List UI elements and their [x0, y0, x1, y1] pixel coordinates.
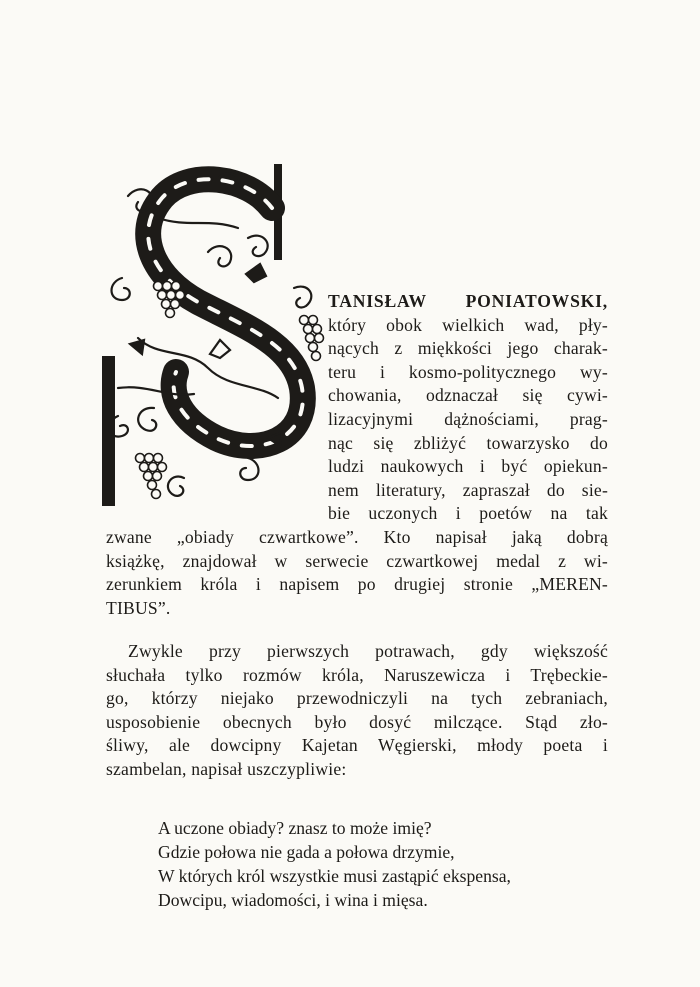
second-paragraph — [106, 640, 608, 782]
text-line: bie uczonych i poetów na tak — [328, 503, 608, 524]
text-line: książkę, znajdował w serwecie czwartkowej medal z wi- — [106, 550, 608, 571]
text-line: go, którzy niejako przewodniczyli na tych zebraniach, — [106, 688, 608, 709]
text-line: zerunkiem króla i napisem po drugiej stronie „MEREN- — [106, 574, 608, 595]
text-line: Zwykle przy pierwszych potrawach, gdy większość — [128, 641, 608, 661]
text-line: TIBUS”. — [106, 597, 171, 618]
text-line: nem literatury, zapraszał do sie- — [328, 479, 608, 500]
poem-quote — [158, 816, 598, 912]
text-line: nących z miękkości jego charak- — [328, 338, 608, 359]
poem-verse: W których król wszystkie musi zastąpić ekspensa, — [158, 866, 511, 886]
text-line: śliwy, ale dowcipny Kajetan Węgierski, młody poeta i — [106, 735, 608, 756]
text-line: lizacyjnymi dążnościami, prag- — [328, 408, 608, 429]
opening-paragraph — [106, 290, 608, 620]
text-line: zwane „obiady czwartkowe”. Kto napisał jaką dobrą — [106, 526, 608, 547]
text-line: nąc się zbliżyć towarzysko do — [328, 432, 608, 453]
opening-lead: TANISŁAW PONIATOWSKI, — [328, 291, 608, 311]
poem-verse: A uczone obiady? znasz to może imię? — [158, 818, 432, 838]
text-line: który obok wielkich wad, pły- — [328, 314, 608, 335]
text-line: teru i kosmo-politycznego wy- — [328, 361, 608, 382]
text-line: szambelan, napisał uszczypliwie: — [106, 758, 347, 779]
poem-verse: Dowcipu, wiadomości, i wina i mięsa. — [158, 890, 428, 910]
text-line: usposobienie obecnych było dosyć milczące. Stąd zło- — [106, 711, 608, 732]
poem-verse: Gdzie połowa nie gada a połowa drzymie, — [158, 842, 455, 862]
text-line: słuchała tylko rozmów króla, Naruszewicza i Trębeckie- — [106, 664, 608, 685]
text-line: chowania, odznaczał się cywi- — [328, 385, 608, 406]
text-line: ludzi naukowych i być opiekun- — [328, 456, 608, 477]
